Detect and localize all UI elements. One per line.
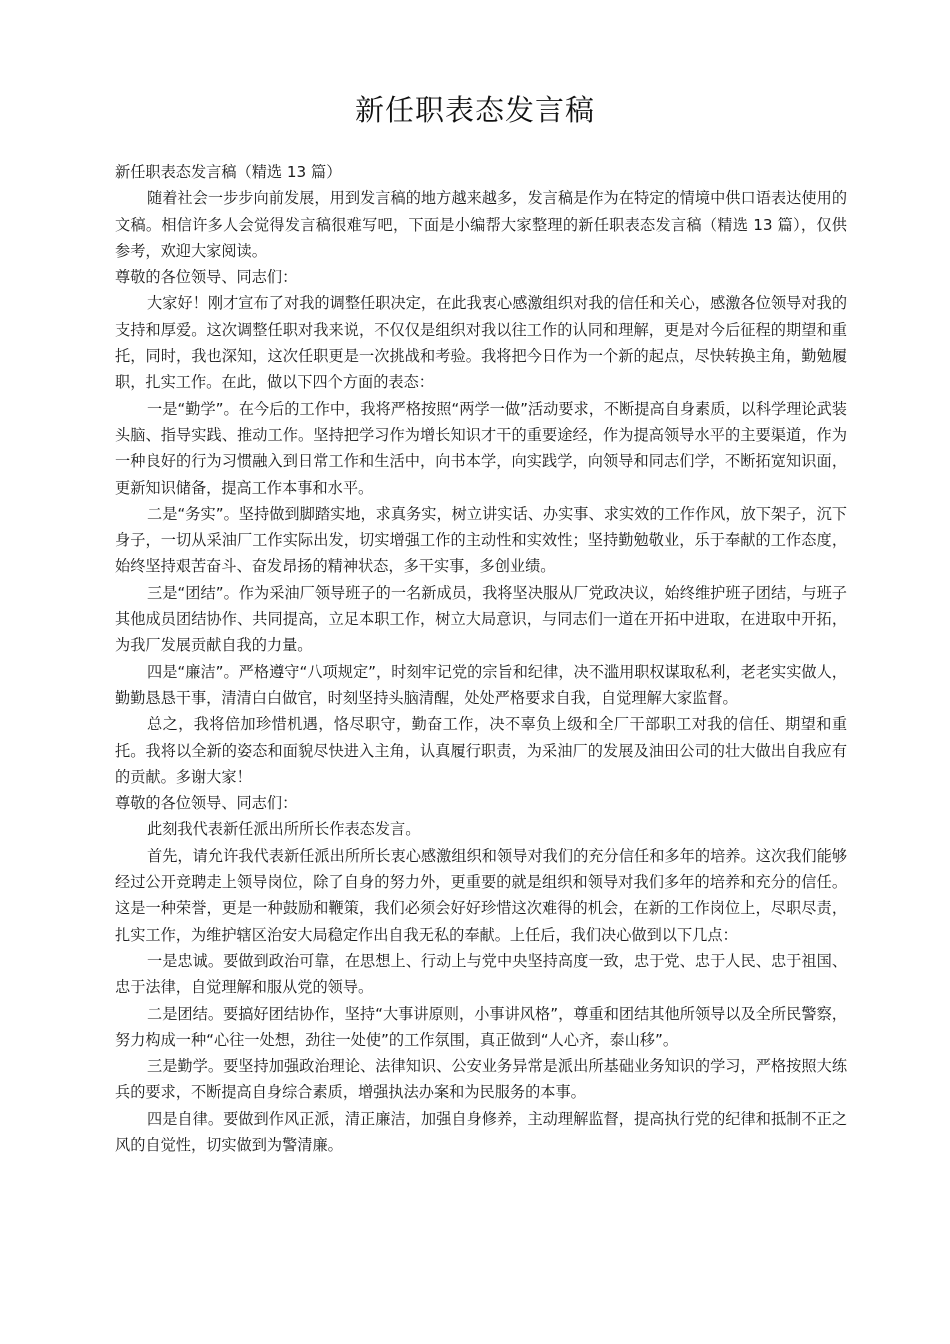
paragraph-opening-2: 此刻我代表新任派出所所长作表态发言。 xyxy=(147,820,421,839)
paragraph-point-teamwork: 二是团结。要搞好团结协作，坚持“大事讲原则，小事讲风格”，尊重和团结其他所领导以及全所民警察，努力构成一种“心往一处想，劲往一处使”的工作氛围，真正做到“人心齐，泰山移”。 xyxy=(115,1004,847,1049)
paragraph-point-learning: 三是勤学。要坚持加强政治理论、法律知识、公安业务异常是派出所基础业务知识的学习，严格按照大练兵的要求，不断提高自身综合素质，增强执法办案和为民服务的本事。 xyxy=(115,1057,847,1102)
paragraph-opening: 大家好！刚才宣布了对我的调整任职决定，在此我衷心感激组织对我的信任和关心，感激各位领导对我的支持和厚爱。这次调整任职对我来说，不仅仅是组织对我以往工作的认同和理解，更是对今后征程的期望和重托，同时，我也深知，这次任职更是一次挑战和考验。我将把今日作为一个新的起点，尽快转换主角，勤勉履职，扎实工作。在此，做以下四个方面的表态： xyxy=(115,294,847,392)
document-title: 新任职表态发言稿 xyxy=(354,93,595,127)
paragraph-point-loyalty: 一是忠诚。要做到政治可靠，在思想上、行动上与党中央坚持高度一致，忠于党、忠于人民、忠于祖国、忠于法律，自觉理解和服从党的领导。 xyxy=(115,951,847,997)
paragraph-point-integrity: 四是“廉洁”。严格遵守“八项规定”，时刻牢记党的宗旨和纪律，决不滥用职权谋取私利，老老实实做人，勤勤恳恳干事，清清白白做官，时刻坚持头脑清醒，处处严格要求自我，自觉理解大家监督。 xyxy=(115,662,847,707)
paragraph-conclusion: 总之，我将倍加珍惜机遇，恪尽职守，勤奋工作，决不辜负上级和全厂干部职工对我的信任、期望和重托。我将以全新的姿态和面貌尽快进入主角，认真履行职责，为采油厂的发展及油田公司的壮大做出自我应有的贡献。多谢大家！ xyxy=(115,715,847,786)
paragraph-point-practical: 二是“务实”。坚持做到脚踏实地，求真务实，树立讲实话、办实事、求实效的工作作风，放下架子，沉下身子，一切从采油厂工作实际出发，切实增强工作的主动性和实效性；坚持勤勉敬业，乐于奉献的工作态度，始终坚持艰苦奋斗、奋发昂扬的精神状态，多干实事，多创业绩。 xyxy=(115,504,847,576)
paragraph-intro: 随着社会一步步向前发展，用到发言稿的地方越来越多，发言稿是作为在特定的情境中供口语表达使用的文稿。相信许多人会觉得发言稿很难写吧，下面是小编帮大家整理的新任职表态发言稿（精选 13 篇），仅供参考，欢迎大家阅读。 xyxy=(115,189,847,260)
paragraph-point-study: 一是“勤学”。在今后的工作中，我将严格按照“两学一做”活动要求，不断提高自身素质，以科学理论武装头脑、指导实践、推动工作。坚持把学习作为增长知识才干的重要途经，作为提高领导水平的主要渠道，作为一种良好的行为习惯融入到日常工作和生活中，向书本学，向实践学，向领导和同志们学，不断拓宽知识面，更新知识储备，提高工作本事和水平。 xyxy=(115,399,847,497)
paragraph-gratitude: 首先，请允许我代表新任派出所所长衷心感激组织和领导对我们的充分信任和多年的培养。这次我们能够经过公开竞聘走上领导岗位，除了自身的努力外，更重要的就是组织和领导对我们多年的培养和充分的信任。这是一种荣誉，更是一种鼓励和鞭策，我们必须会好好珍惜这次难得的机会，在新的工作岗位上，尽职尽责，扎实工作，为维护辖区治安大局稳定作出自我无私的奉献。上任后，我们决心做到以下几点： xyxy=(115,846,847,944)
paragraph-salutation: 尊敬的各位领导、同志们： xyxy=(115,268,298,287)
paragraph-salutation-2: 尊敬的各位领导、同志们： xyxy=(115,794,298,813)
paragraph-point-unity: 三是“团结”。作为采油厂领导班子的一名新成员，我将坚决服从厂党政决议，始终维护班子团结，与班子其他成员团结协作、共同提高，立足本职工作，树立大局意识，与同志们一道在开拓中进取，在进取中开拓，为我厂发展贡献自我的力量。 xyxy=(115,583,847,655)
paragraph-subtitle: 新任职表态发言稿（精选 13 篇） xyxy=(115,163,342,181)
document-body xyxy=(115,159,847,1158)
paragraph-point-discipline: 四是自律。要做到作风正派，清正廉洁，加强自身修养，主动理解监督，提高执行党的纪律和抵制不正之风的自觉性，切实做到为警清廉。 xyxy=(115,1109,847,1154)
